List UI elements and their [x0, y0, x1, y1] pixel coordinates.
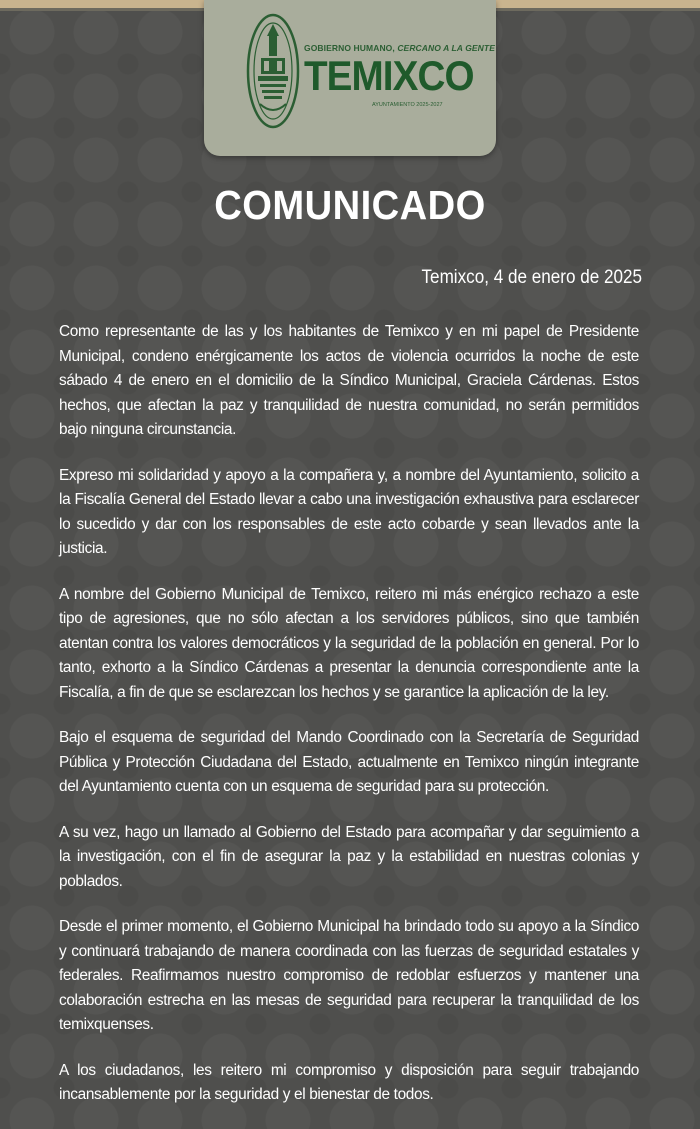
paragraph-3: A nombre del Gobierno Municipal de Temixco, reitero mi más enérgico rechazo a este tipo de agresiones, que no sólo afectan a los servidores públicos, sino que también atentan contra los valores democráticos y la seguridad de la población en general. Por lo tanto, exhorto a la Síndico Cárdenas a presentar la denuncia correspondiente ante la Fiscalía, a fin de que se esclarezcan los hechos y se garantice la aplicación de la ley.: [59, 585, 639, 701]
paragraph-1: Como representante de las y los habitantes de Temixco y en mi papel de Presidente Municipal, condeno enérgicamente los actos de violencia ocurridos la noche de este sábado 4 de enero en el domicilio de la Síndico Municipal, Graciela Cárdenas. Estos hechos, que afectan la paz y tranquilidad de nuestra comunidad, no serán permitidos bajo ninguna circunstancia.: [59, 323, 639, 438]
paragraph-5: A su vez, hago un llamado al Gobierno del Estado para acompañar y dar seguimiento a la investigación, con el fin de asegurar la paz y la estabilidad en nuestras colonias y poblados.: [59, 823, 639, 890]
document-title: COMUNICADO: [214, 182, 486, 228]
paragraph-4: Bajo el esquema de seguridad del Mando Coordinado con la Secretaría de Seguridad Pública y Protección Ciudadana del Estado, actualmente en Temixco ningún integrante del Ayuntamiento cuenta con un esquema de seguridad para su protección.: [59, 729, 639, 795]
paragraph-2: Expreso mi solidaridad y apoyo a la compañera y, a nombre del Ayuntamiento, solicito a la Fiscalía General del Estado llevar a cabo una investigación exhaustiva para esclarecer lo sucedido y dar con los responsables de este acto cobarde y sean llevados ante la justicia.: [59, 466, 639, 557]
temixco-seal-icon: [246, 12, 300, 130]
logo-subtitle: AYUNTAMIENTO 2025-2027: [372, 102, 443, 108]
paragraph-7: A los ciudadanos, les reitero mi compromiso y disposición para seguir trabajando incansablemente por la seguridad y el bienestar de todos.: [59, 1061, 639, 1103]
statement-body: [59, 320, 639, 1129]
logo-tagline: GOBIERNO HUMANO, CERCANO A LA GENTE: [304, 43, 495, 53]
logo-municipality-name: TEMIXCO: [304, 52, 474, 99]
dateline: Temixco, 4 de enero de 2025: [421, 267, 642, 288]
paragraph-6: Desde el primer momento, el Gobierno Municipal ha brindado todo su apoyo a la Síndico y continuará trabajando de manera coordinada con las fuerzas de seguridad estatales y federales. Reafirmamos nuestro compromiso de redoblar esfuerzos y mantener una colaboración estrecha en las mesas de seguridad para recuperar la tranquilidad de los temixquenses.: [59, 918, 639, 1033]
header-logo-card: [204, 0, 496, 156]
